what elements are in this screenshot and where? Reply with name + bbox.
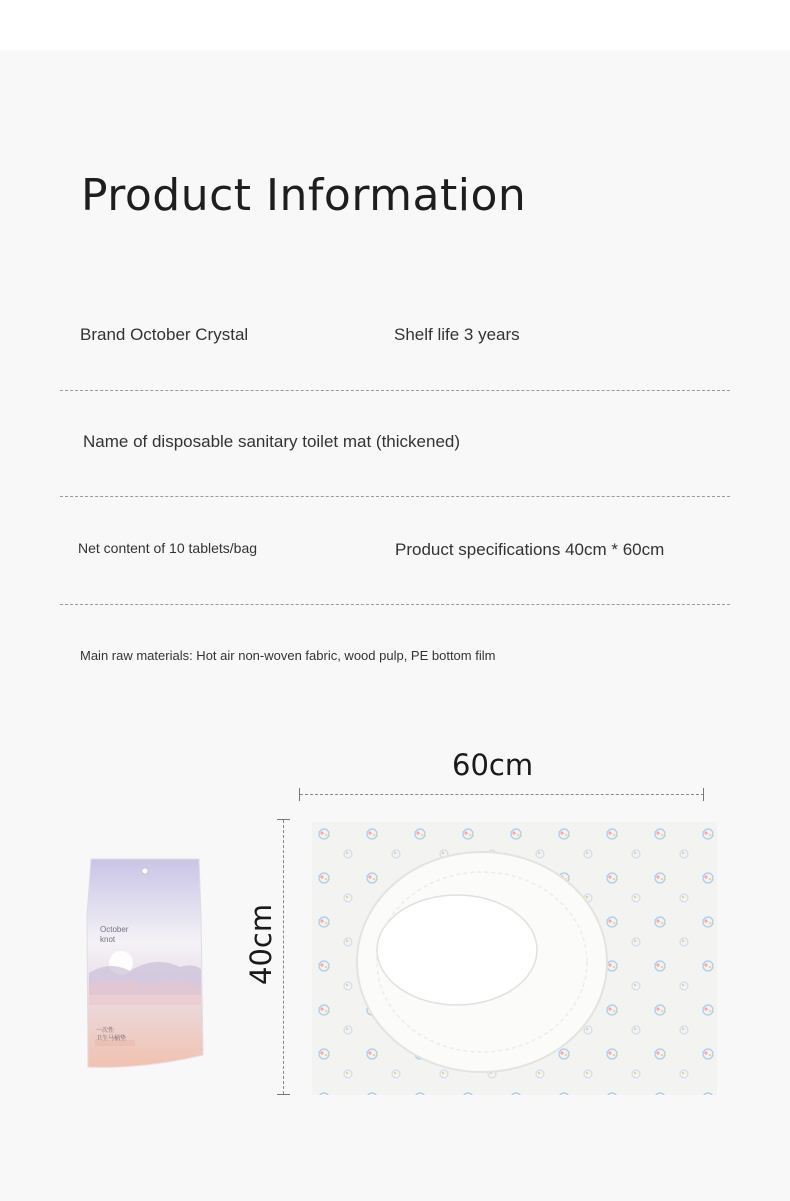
- product-name-text: Name of disposable sanitary toilet mat (thickened): [83, 432, 461, 451]
- package-sub-text: 一次性: [96, 1028, 115, 1034]
- specs-text: Product specifications 40cm * 60cm: [395, 540, 665, 559]
- ruler-tick: [277, 1094, 290, 1095]
- toilet-mat-illustration: [312, 822, 717, 1095]
- divider: [60, 604, 730, 605]
- brand-text: Brand October Crystal: [80, 325, 249, 344]
- top-band: [0, 0, 790, 50]
- ruler-tick: [277, 819, 290, 820]
- ruler-tick: [299, 788, 300, 801]
- width-label: 60cm: [452, 748, 534, 782]
- width-ruler: [300, 794, 704, 795]
- net-content-text: Net content of 10 tablets/bag: [78, 540, 258, 556]
- ruler-tick: [703, 788, 704, 801]
- shelf-life-text: Shelf life 3 years: [394, 325, 520, 344]
- package-name-text: 卫生马桶垫: [96, 1036, 127, 1042]
- divider: [60, 496, 730, 497]
- height-label: 40cm: [244, 903, 278, 985]
- page-title: Product Information: [81, 170, 527, 221]
- materials-text: Main raw materials: Hot air non-woven fabric, wood pulp, PE bottom film: [80, 648, 496, 663]
- divider: [60, 390, 730, 391]
- package-brand-text: October knot: [100, 925, 129, 944]
- height-ruler: [283, 820, 284, 1094]
